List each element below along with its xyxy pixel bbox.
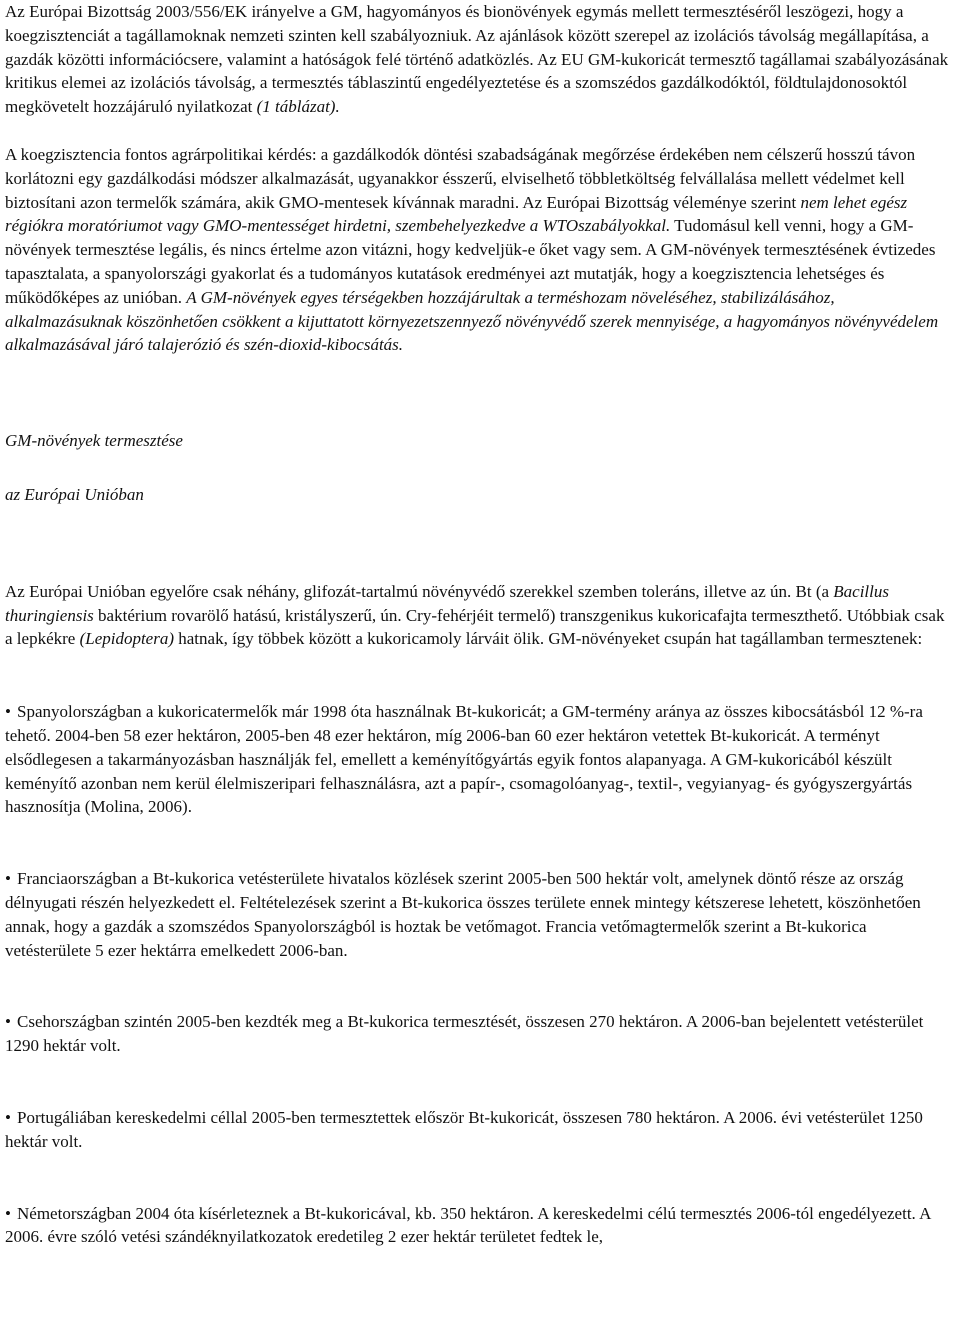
section-heading-line-2: az Európai Unióban — [5, 484, 144, 504]
list-item-text: Csehországban szintén 2005-ben kezdték meg a Bt-kukorica termesztését, összesen 270 hektáron. A 2006-ban bejelentett vetésterület 1290 hektár volt. — [5, 1012, 924, 1056]
intro-text-2: baktérium rovarölő hatású, kristályszerű, ún. Cry-fehérjéit termelő) transzgenikus kukoricafajta termeszthető. Utóbbiak csak a lepkékre — [5, 605, 945, 649]
paragraph-eu-intro — [5, 580, 955, 651]
bullet-icon: • — [5, 869, 11, 889]
intro-text-3: hatnak, így többek között a kukoricamoly lárváit ölik. GM-növényeket csupán hat tagállamban termesztenek: — [174, 629, 923, 649]
document-page — [5, 0, 955, 1249]
list-item-text: Spanyolországban a kukoricatermelők már 1998 óta használnak Bt-kukoricát; a GM-termény aránya az összes kibocsátásból 12 %-ra tehető. 2004-ben 58 ezer hektáron, 2005-ben 48 ezer hektáron, míg 2006-ban 60 ezer hektáron vetettek Bt-kukoricát. A terményt elsődlegesen a takarmányozásban használják fel, emellett a keményítőgyártás egyik fontos alapanyaga. A GM-kukoricából készült keményítő azonban nem kerül élelmiszeripari felhasználásra, azt a papír-, csomagolóanyag-, textil-, vegyianyag- és gyógyszergyártás hasznosítja (Molina, 2006). — [5, 702, 923, 817]
list-item-portugal — [5, 1106, 955, 1154]
paragraph-coexistence — [5, 143, 955, 357]
list-item-text: Németországban 2004 óta kísérleteznek a Bt-kukoricával, kb. 350 hektáron. A kereskedelmi célú termesztés 2006-tól engedélyezett. A 2006. évre szóló vetési szándéknyilatkozatok eredetileg 2 ezer hektár területet fedtek le, — [5, 1203, 931, 1247]
commission-opinion-quote: nem lehet egész régiókra moratóriumot vagy GMO-mentességet hirdetni, szembehelyezkedve a WTOszabályokkal. — [5, 192, 908, 236]
bullet-icon: • — [5, 1203, 11, 1223]
list-item-spain — [5, 700, 955, 819]
paragraph-coexistence-text-1: A koegzisztencia fontos agrárpolitikai kérdés: a gazdálkodók döntési szabadságának megőrzése érdekében nem célszerű hosszú távon korlátozni egy gazdálkodási módszer alkalmazását, ugyanakkor ésszerű, elviselhető többletköltség felvállalása mellett védelmet kell biztosítani azon termelők számára, akik GMO-mentesek kívánnak maradni. Az Európai Bizottság véleménye szerint — [5, 144, 916, 212]
paragraph-coexistence-text-2: Tudomásul kell venni, hogy a GM-növények termesztése legális, és nincs értelme azon vitázni, hogy kedveljük-e őket vagy sem. A GM-növények termesztésének évtizedes tapasztalata, a spanyolországi gyakorlat és a tudományos kutatások eredményei azt mutatják, hogy a koegzisztencia lehetséges és működőképes az unióban. — [5, 216, 936, 307]
list-item-text: Portugáliában kereskedelmi céllal 2005-ben termesztettek először Bt-kukoricát, összesen 780 hektáron. A 2006. évi vetésterület 1250 hektár volt. — [5, 1107, 923, 1151]
lepidoptera-name: (Lepidoptera) — [79, 629, 175, 649]
bullet-icon: • — [5, 702, 11, 722]
paragraph-directive — [5, 0, 955, 119]
list-item-france — [5, 867, 955, 962]
gm-benefits-statement: A GM-növények egyes térségekben hozzájárultak a terméshozam növeléséhez, stabilizálásához, alkalmazásuknak köszönhetően csökkent a kijuttatott környezetszennyező növényvédő szerek mennyisége, a hagyományos növényvédelem alkalmazásával járó talajerózió és szén-dioxid-kibocsátás. — [5, 287, 939, 355]
section-heading-line-1: GM-növények termesztése — [5, 431, 183, 451]
list-item-czech — [5, 1010, 955, 1058]
paragraph-directive-text: Az Európai Bizottság 2003/556/EK irányelve a GM, hagyományos és bionövények egymás mellett termesztéséről leszögezi, hogy a koegzisztenciát a tagállamoknak nemzeti szinten kell szabályozniuk. Az ajánlások között szerepel az izolációs távolság megállapítása, a gazdák közötti információcsere, valamint a hatóságok felé történő adatközlés. Az EU GM-kukoricát termesztő tagállamai szabályozásának kritikus elemei az izolációs távolság, a termesztés táblaszintű engedélyeztetése és a szomszédos gazdálkodóktól, földtulajdonosoktól megkövetelt hozzájáruló nyilatkozat — [5, 2, 949, 117]
intro-text-1: Az Európai Unióban egyelőre csak néhány, glifozát-tartalmú növényvédő szerekkel szemben toleráns, illetve az ún. Bt (a — [5, 581, 834, 601]
list-item-text: Franciaországban a Bt-kukorica vetésterülete hivatalos közlések szerint 2005-ben 500 hektár volt, amelynek döntő része az ország délnyugati részén helyezkedett el. Feltételezések szerint a Bt-kukorica összes területe ennek mintegy kétszerese lehetett, köszönhetően annak, hogy a gazdák a szomszédos Spanyolországból is hoztak be vetőmagot. Francia vetőmagtermelők szerint a Bt-kukorica vetésterülete 5 ezer hektárra emelkedett 2006-ban. — [5, 869, 921, 960]
bacillus-name: Bacillus thuringiensis — [5, 581, 889, 625]
table-reference: (1 táblázat). — [256, 97, 340, 117]
bullet-icon: • — [5, 1012, 11, 1032]
list-item-germany — [5, 1202, 955, 1250]
bullet-icon: • — [5, 1107, 11, 1127]
